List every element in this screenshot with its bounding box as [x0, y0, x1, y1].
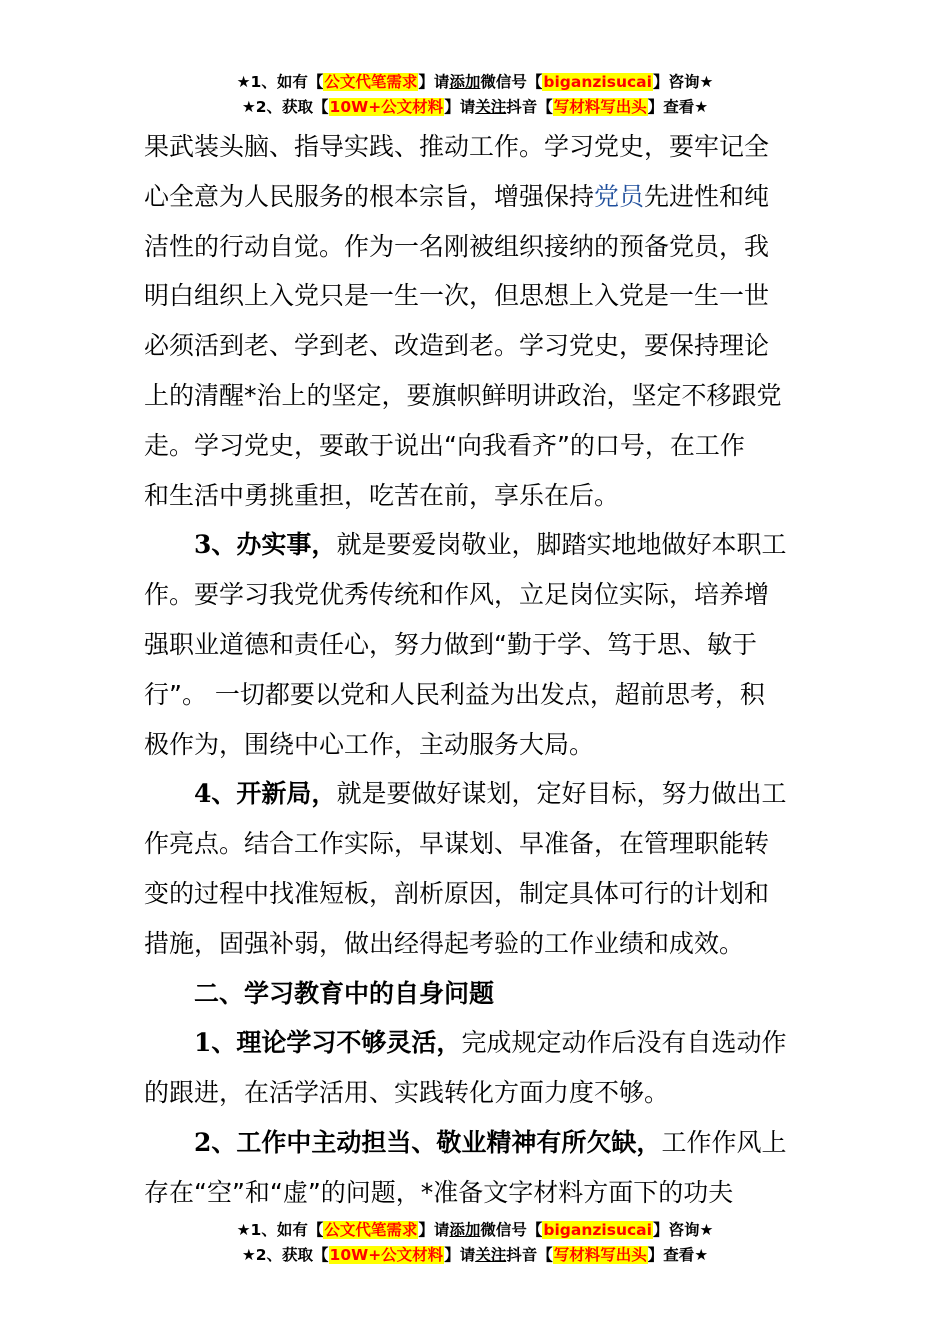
text-line	[144, 1018, 808, 1068]
text-line	[144, 1168, 808, 1218]
text-run: 就是要爱岗敬业，脚踏实地地做好本职工	[336, 530, 787, 560]
paragraph-5	[144, 1118, 808, 1218]
text-run: 极作为，围绕中心工作，主动服务大局。	[144, 729, 595, 759]
banner-text: 】请	[418, 1221, 450, 1239]
banner-highlight: biganzisucai	[543, 73, 652, 91]
banner-text: 】查看★	[647, 1246, 709, 1264]
banner-underline: 关注	[475, 98, 507, 116]
text-run: 先进性和纯	[644, 181, 770, 211]
text-run: 必须活到老、学到老、改造到老。学习党史，要保持理论	[144, 331, 770, 361]
banner-text: 】请	[444, 98, 476, 116]
text-line	[144, 570, 808, 620]
text-line	[144, 769, 808, 819]
text-run: 作亮点。结合工作实际，早谋划、早准备，在管理职能转	[144, 829, 770, 859]
banner-underline: 添加	[449, 73, 481, 91]
banner-highlight: 写材料写出头	[553, 98, 647, 116]
text-line	[144, 371, 808, 421]
banner-underline: 添加	[449, 1221, 481, 1239]
text-line	[144, 919, 808, 969]
banner-line-2	[0, 1243, 950, 1268]
banner-underline: 关注	[475, 1246, 507, 1264]
banner-line-1	[0, 1218, 950, 1243]
item-heading: 、开新局	[211, 779, 312, 809]
section-heading	[144, 969, 808, 1019]
banner-highlight: 公文代笔需求	[324, 73, 418, 91]
item-number: 2	[194, 1127, 212, 1157]
item-number: 1	[194, 1028, 212, 1058]
text-run: 措施，固强补弱，做出经得起考验的工作业绩和成效。	[144, 928, 745, 958]
text-run: 心全意为人民服务的根本宗旨，增强保持	[144, 181, 595, 211]
text-line	[144, 620, 808, 670]
text-run: 和生活中勇挑重担，吃苦在前，享乐在后。	[144, 480, 620, 510]
banner-text: ★2、获取【	[241, 98, 329, 116]
banner-text: 】请	[418, 73, 450, 91]
text-run: 就是要做好谋划，定好目标，努力做出工	[336, 779, 787, 809]
banner-text: ★1、如有【	[236, 1221, 324, 1239]
text-line	[144, 1068, 808, 1118]
text-line	[144, 1118, 808, 1168]
item-number: 4	[194, 779, 212, 809]
paragraph-1	[144, 122, 808, 520]
text-run: 完成规定动作后没有自选动作	[461, 1028, 787, 1058]
banner-highlight: 公文代笔需求	[324, 1221, 418, 1239]
banner-text: ★1、如有【	[236, 73, 324, 91]
text-run: 明白组织上入党只是一生一次，但思想上入党是一生一世	[144, 281, 770, 311]
text-line	[144, 222, 808, 272]
text-line	[144, 670, 808, 720]
paragraph-2	[144, 520, 808, 769]
party-member-link[interactable]: 党员	[594, 181, 645, 211]
text-line	[144, 421, 808, 471]
text-run: 走。学习党史，要敢于说出“向我看齐”的口号，在工作	[144, 430, 745, 460]
text-run: 作。要学习我党优秀传统和作风，立足岗位实际，培养增	[144, 580, 770, 610]
text-line	[144, 321, 808, 371]
banner-text: ★2、获取【	[241, 1246, 329, 1264]
text-run: 工作作风上	[661, 1127, 787, 1157]
banner-line-1	[0, 70, 950, 95]
footer-banner	[0, 1218, 950, 1268]
text-line	[144, 172, 808, 222]
text-line	[144, 471, 808, 521]
text-run: 上的清醒*治上的坚定，要旗帜鲜明讲政治，坚定不移跟党	[144, 380, 782, 410]
text-run: 洁性的行动自觉。作为一名刚被组织接纳的预备党员，我	[144, 231, 770, 261]
item-heading-comma: ，	[311, 530, 337, 560]
banner-text: 】查看★	[647, 98, 709, 116]
item-heading-comma: ，	[436, 1028, 462, 1058]
item-number: 3	[194, 530, 212, 560]
section-heading-text: 二、学习教育中的自身问题	[194, 978, 495, 1008]
text-line	[144, 819, 808, 869]
text-run: 变的过程中找准短板，剖析原因，制定具体可行的计划和	[144, 878, 770, 908]
banner-highlight: 写材料写出头	[553, 1246, 647, 1264]
banner-text: 微信号【	[480, 1221, 543, 1239]
text-line	[144, 720, 808, 770]
text-run: 果武装头脑、指导实践、推动工作。学习党史，要牢记全	[144, 132, 770, 161]
text-line	[144, 271, 808, 321]
paragraph-4	[144, 1018, 808, 1118]
item-heading: 、理论学习不够灵活	[211, 1028, 437, 1058]
text-run: 行”。 一切都要以党和人民利益为出发点，超前思考，积	[144, 679, 765, 709]
text-run: 的跟进，在活学活用、实践转化方面力度不够。	[144, 1078, 670, 1108]
banner-highlight: biganzisucai	[543, 1221, 652, 1239]
document-body	[144, 122, 808, 1218]
banner-text: 】咨询★	[652, 1221, 714, 1239]
banner-text: 】请	[444, 1246, 476, 1264]
header-banner	[0, 70, 950, 120]
banner-line-2	[0, 95, 950, 120]
paragraph-3	[144, 769, 808, 968]
item-heading: 、办实事	[211, 530, 312, 560]
banner-highlight: 10W+公文材料	[329, 1246, 444, 1264]
banner-text: 抖音【	[506, 1246, 553, 1264]
text-line	[144, 869, 808, 919]
banner-highlight: 10W+公文材料	[329, 98, 444, 116]
text-run: 强职业道德和责任心，努力做到“勤于学、笃于思、敏于	[144, 629, 757, 659]
banner-text: 】咨询★	[652, 73, 714, 91]
text-run: 存在“空”和“虚”的问题，*准备文字材料方面下的功夫	[144, 1177, 734, 1207]
item-heading-comma: ，	[636, 1127, 662, 1157]
banner-text: 微信号【	[480, 73, 543, 91]
item-heading: 、工作中主动担当、敬业精神有所欠缺	[211, 1127, 637, 1157]
banner-text: 抖音【	[506, 98, 553, 116]
item-heading-comma: ，	[311, 779, 337, 809]
text-line	[144, 122, 808, 172]
text-line	[144, 520, 808, 570]
